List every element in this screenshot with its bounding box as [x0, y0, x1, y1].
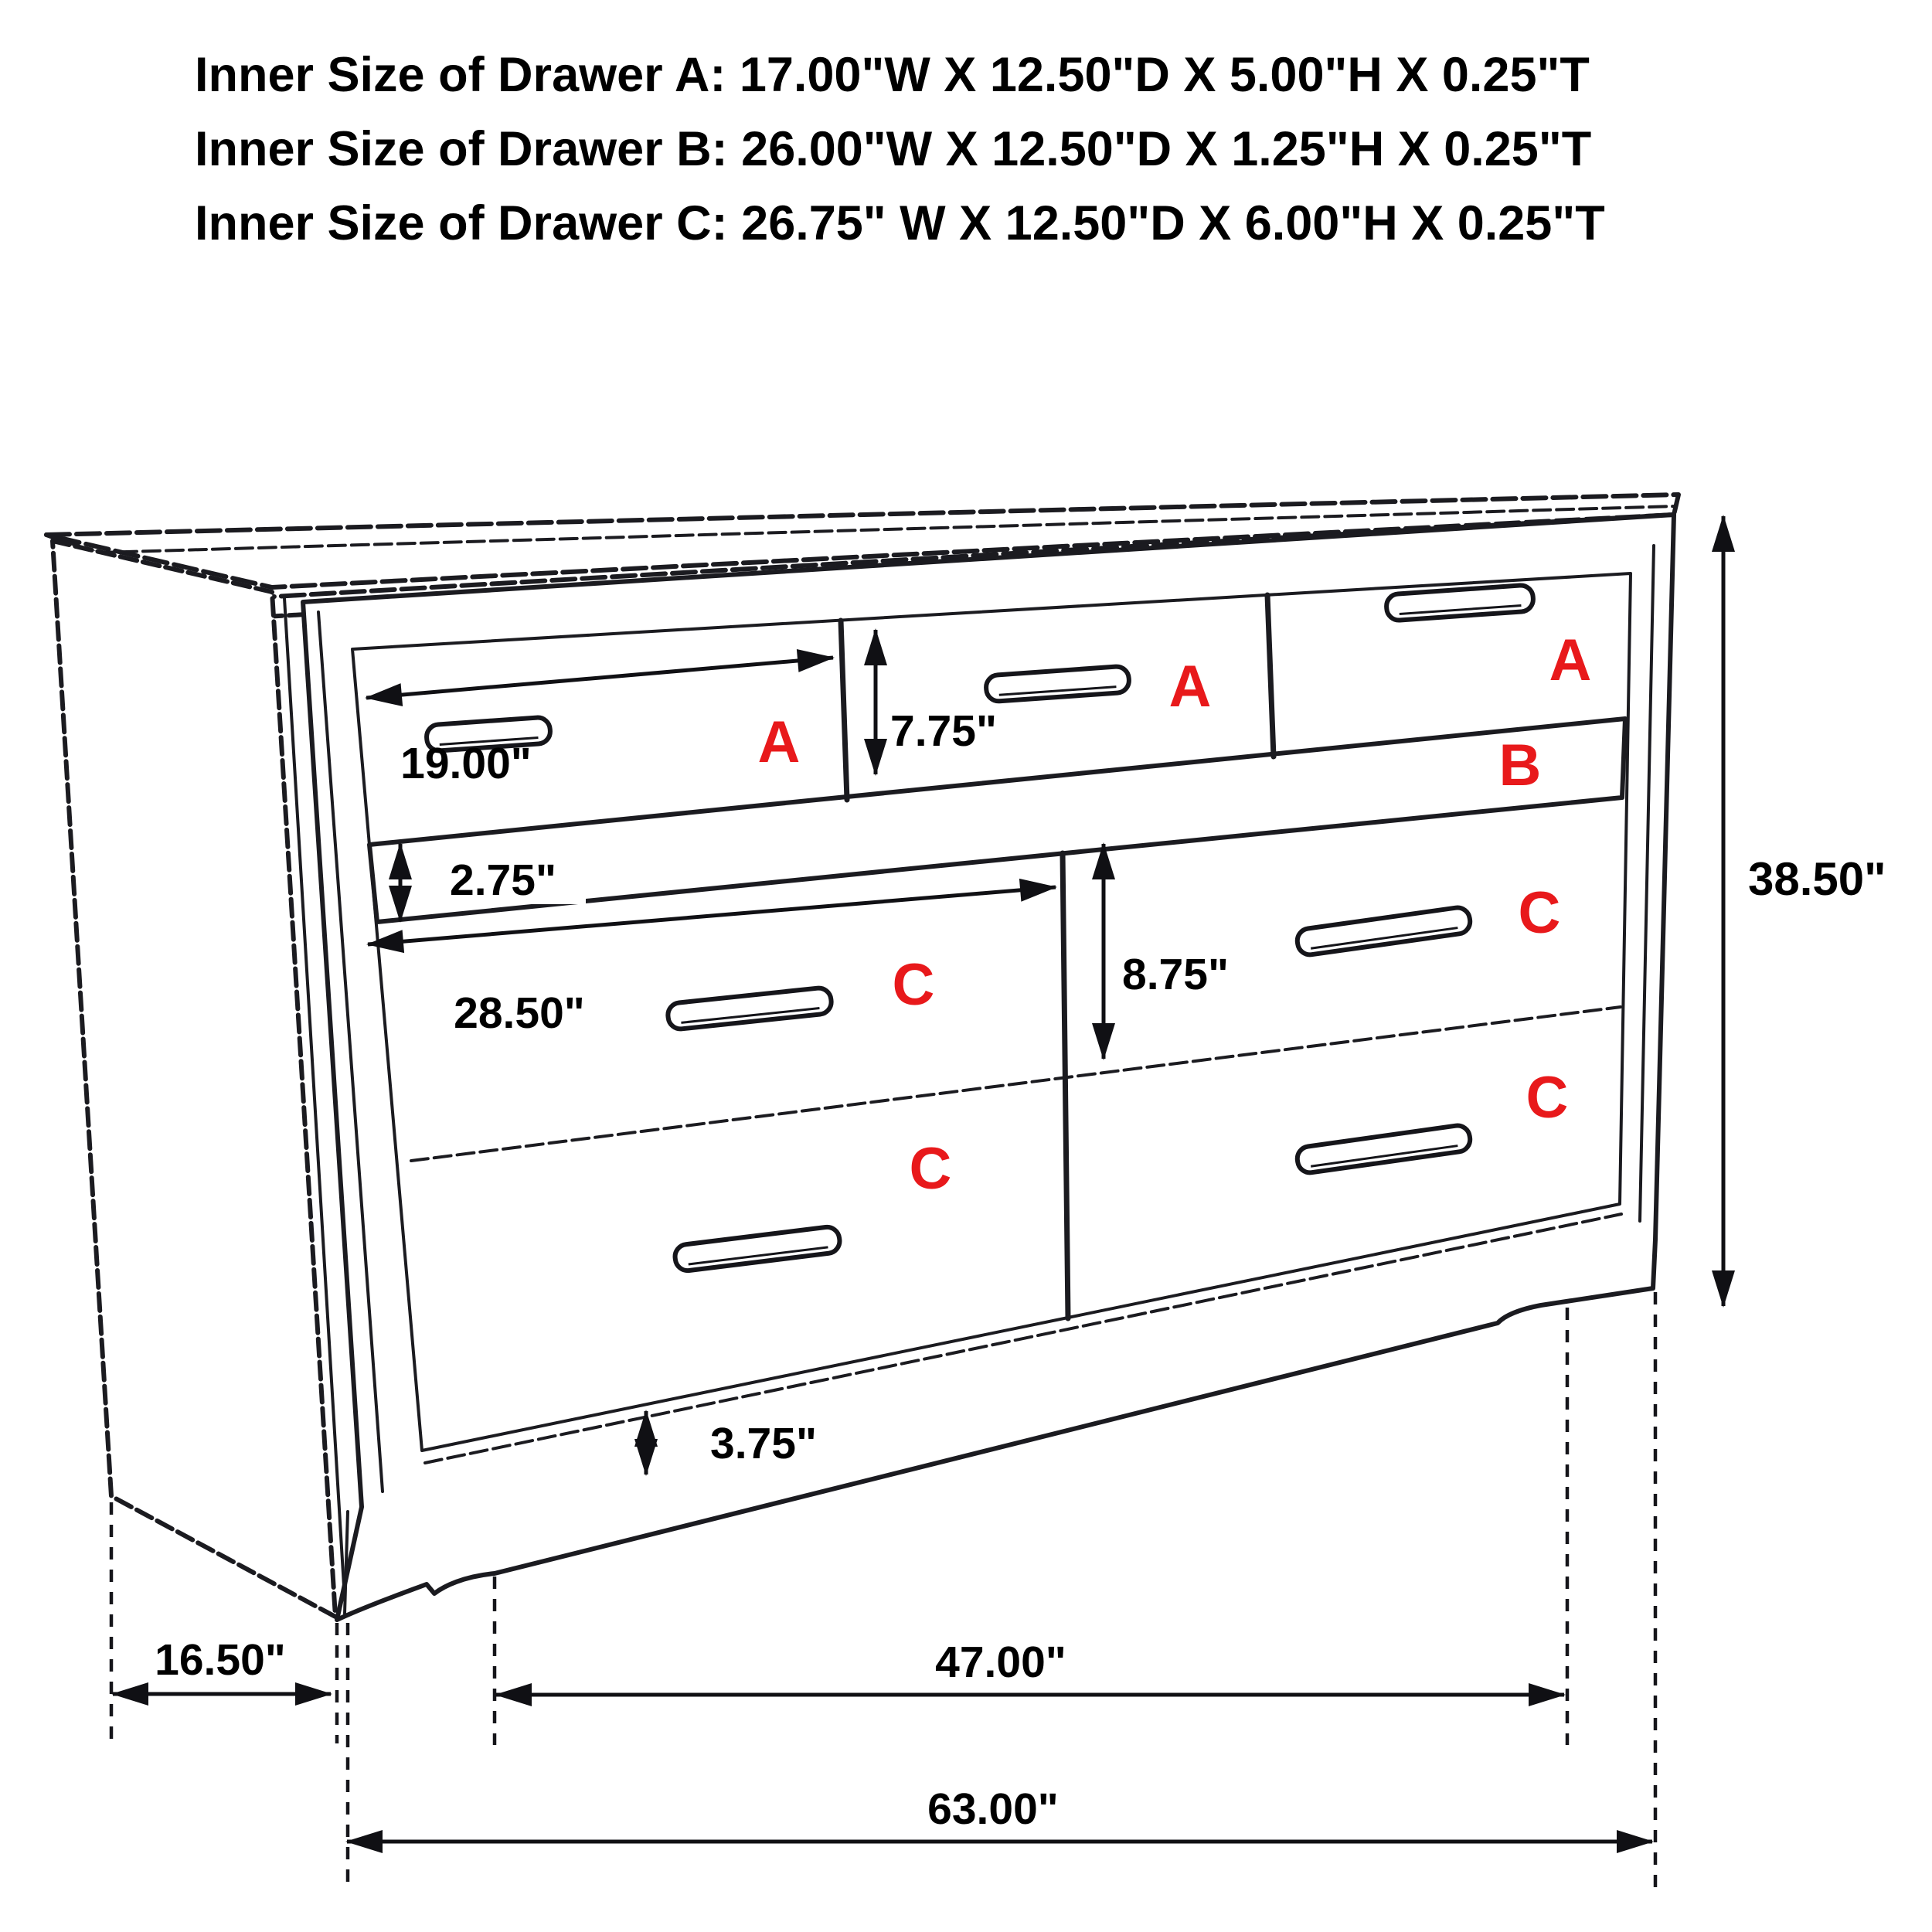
dim-label-drawer-c-width: 28.50" — [454, 988, 585, 1038]
dim-label-overall-height: 38.50" — [1748, 853, 1886, 905]
drawer-letter-a-middle: A — [1168, 654, 1212, 719]
header-line-drawer-c: Inner Size of Drawer C: 26.75" W X 12.50"D X 6.00"H X 0.25"T — [195, 196, 1605, 250]
dim-label-drawer-a-height: 7.75" — [890, 706, 997, 756]
dim-label-side-depth: 16.50" — [155, 1635, 286, 1685]
drawer-letter-a-right: A — [1549, 628, 1592, 693]
dim-label-drawer-c-height: 8.75" — [1122, 950, 1229, 999]
header-line-drawer-b: Inner Size of Drawer B: 26.00"W X 12.50"D X 1.25"H X 0.25"T — [195, 122, 1592, 176]
drawer-letter-b: B — [1498, 733, 1542, 798]
drawer-letter-c-right-top: C — [1518, 880, 1561, 946]
drawer-letter-c-right-bottom: C — [1526, 1065, 1569, 1131]
dim-label-drawer-a-width: 19.00" — [400, 739, 532, 788]
drawer-letter-c-left-bottom: C — [909, 1136, 952, 1202]
dim-label-base-height: 3.75" — [710, 1419, 817, 1468]
side-panel — [53, 541, 335, 1617]
dim-label-inner-feet-span: 47.00" — [935, 1638, 1066, 1687]
header-line-drawer-a: Inner Size of Drawer A: 17.00"W X 12.50"D X 5.00"H X 0.25"T — [195, 48, 1590, 102]
drawer-letter-a-left: A — [757, 709, 801, 775]
dim-label-drawer-b-height: 2.75" — [450, 855, 556, 905]
dim-label-overall-width: 63.00" — [927, 1784, 1059, 1834]
drawer-letter-c-left-top: C — [892, 952, 935, 1018]
